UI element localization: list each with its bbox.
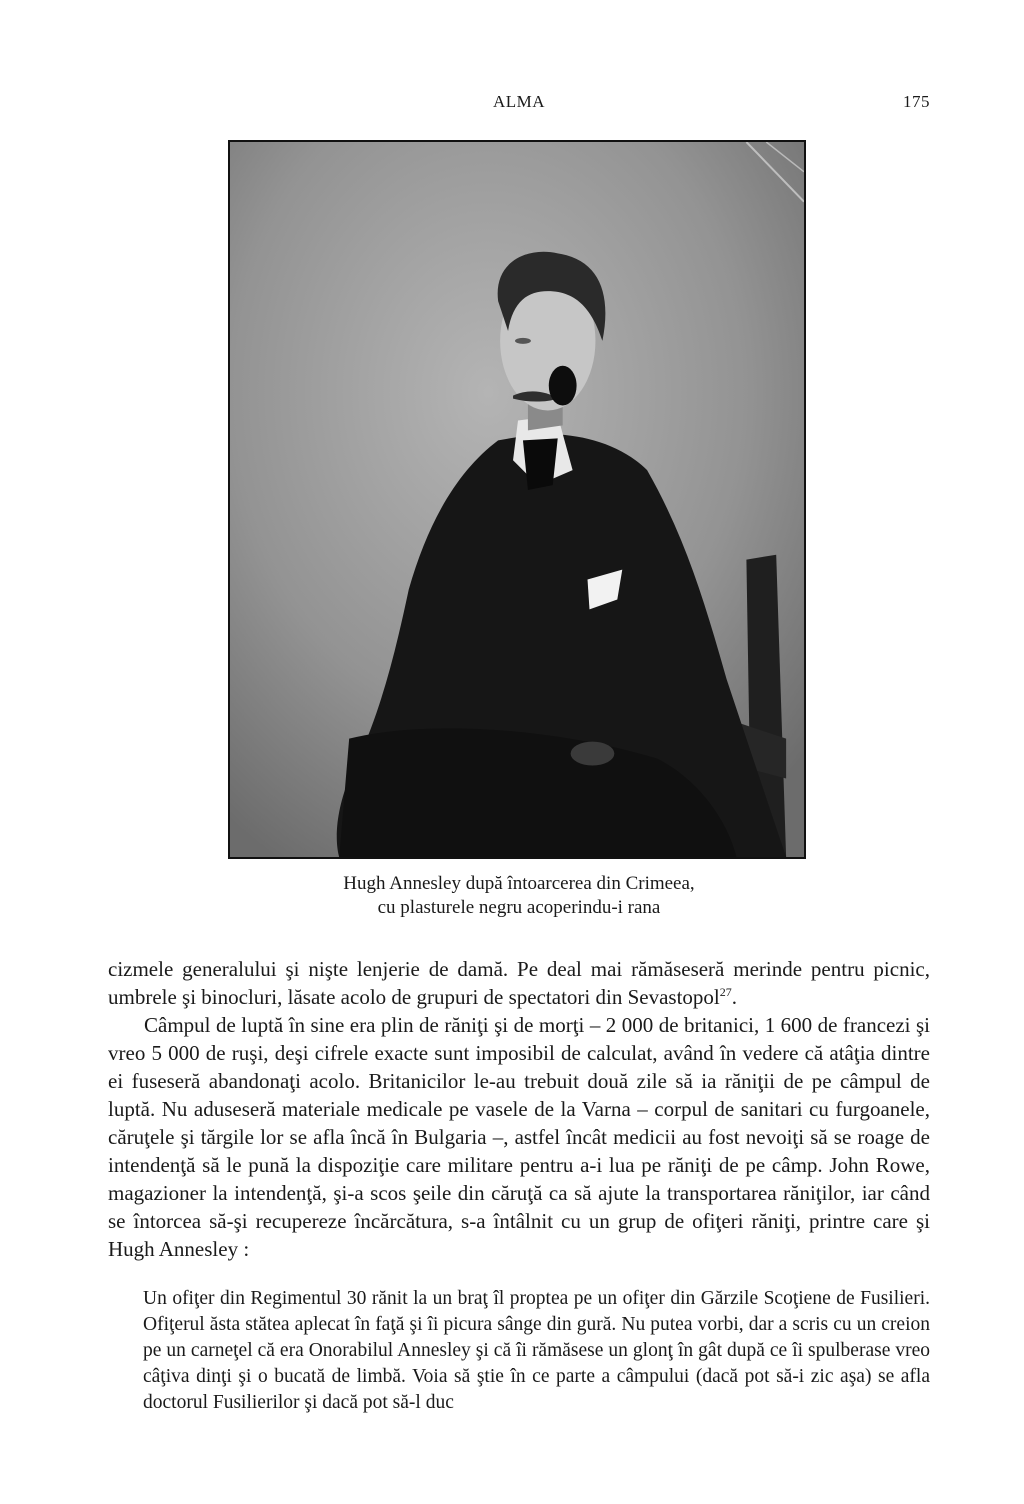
- running-title: ALMA: [492, 92, 546, 111]
- running-header: [108, 92, 930, 116]
- page-number: 175: [903, 92, 930, 111]
- portrait-illustration: [230, 142, 804, 857]
- footnote-reference: 27: [719, 985, 732, 999]
- paragraph-1-text: cizmele generalului şi nişte lenjerie de damă. Pe deal mai rămăseseră merinde pentru picnic, umbrele şi binocluri, lăsate acolo de grupuri de spectatori din Sevastopol: [108, 957, 930, 1009]
- figure-caption: [108, 872, 930, 920]
- caption-line-2: cu plasturele negru acoperindu-i rana: [377, 897, 661, 918]
- paragraph-1-end: .: [731, 985, 737, 1009]
- paragraph-2: Câmpul de luptă în sine era plin de răniţi şi de morţi – 2 000 de britanici, 1 600 de francezi şi vreo 5 000 de ruşi, deşi cifrele exacte sunt imposibil de calculat, având în vedere că atâţia dintre ei fuseseră abandonaţi acolo. Britanicilor le-au trebuit două zile să ia răniţii de pe câmpul de luptă. Nu aduseseră materiale medicale pe vasele de la Varna – corpul de sanitari cu furgoanele, căruţele şi tărgile lor se afla încă în Bulgaria –, astfel încât medicii au fost nevoiţi să se roage de intendenţă să le pună la dispoziţie care militare pentru a-i lua pe răniţi de pe câmp. John Rowe, magazioner la intendenţă, şi-a scos şeile din căruţă ca să ajute la transportarea răniţilor, iar când se întorcea să-şi recupereze încărcătura, s-a întâlnit cu un grup de ofiţeri răniţi, printre care şi Hugh Annesley :: [108, 1013, 930, 1261]
- body-text: [108, 955, 930, 1263]
- caption-line-1: Hugh Annesley după întoarcerea din Crimeea,: [343, 873, 695, 894]
- paragraph-1: [108, 955, 930, 1011]
- block-quote: Un ofiţer din Regimentul 30 rănit la un braţ îl proptea pe un ofiţer din Gărzile Scoţiene de Fusilieri. Ofiţerul ăsta stătea aplecat în faţă şi îi picura sânge din gură. Nu putea vorbi, dar a scris cu un creion pe un carneţel că era Onorabilul Annesley şi că îi rămăsese un glonţ în gât după ce îi spulberase vreo câţiva dinţi şi o bucată de limbă. Voia să ştie în ce parte a câmpului (dacă pot să-i zic aşa) se afla doctorul Fusilierilor şi dacă pot să-l duc: [143, 1288, 930, 1413]
- portrait-photograph: [228, 140, 806, 859]
